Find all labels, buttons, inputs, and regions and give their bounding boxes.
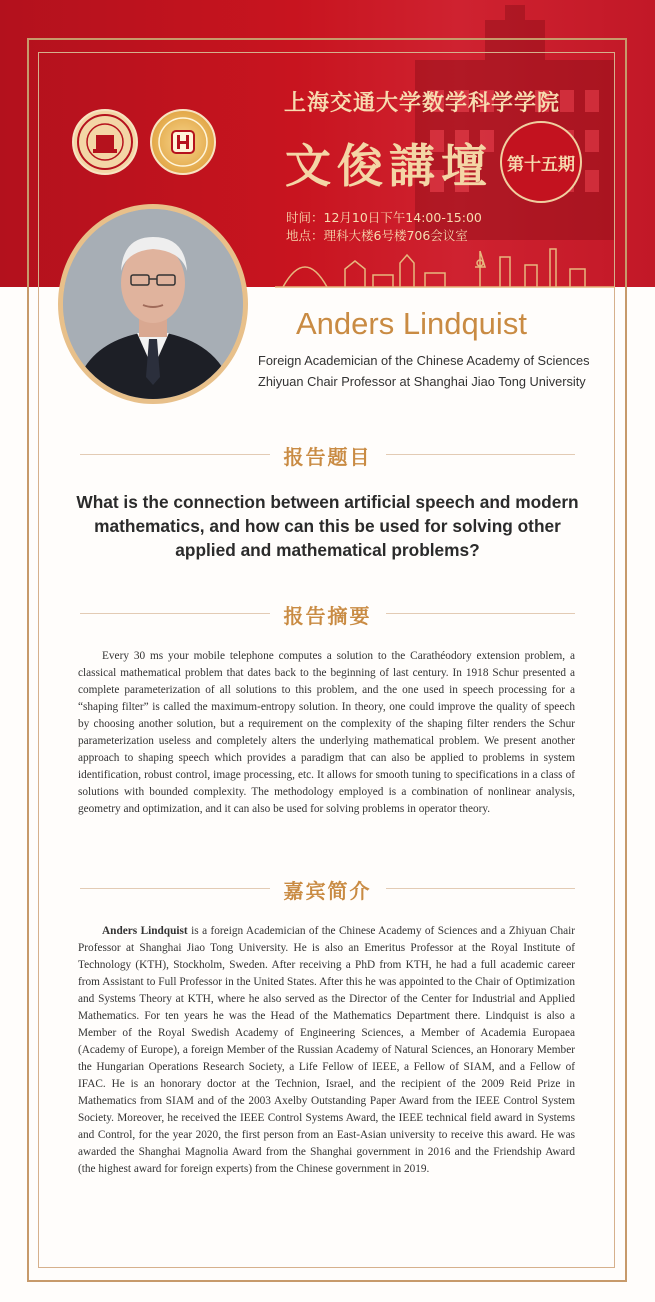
bio-text xyxy=(78,923,575,1178)
talk-title: What is the connection between artificial speech and modern mathematics, and how can this be used for solving other applied and mathematical problems? xyxy=(76,492,579,560)
speaker-name: Anders Lindquist xyxy=(296,306,527,341)
topic-heading-text: 报告题目 xyxy=(270,445,386,469)
issue-badge xyxy=(500,121,582,203)
event-place: 地点：理科大楼6号楼706会议室 xyxy=(286,228,468,243)
bio-heading xyxy=(0,875,655,904)
speaker-title-professor: Zhiyuan Chair Professor at Shanghai Jiao Tong University xyxy=(258,374,586,389)
bio-lead-name: Anders Lindquist xyxy=(102,925,188,937)
issue-label: 第十五期 xyxy=(507,154,575,175)
sjtu-seal-logo xyxy=(72,109,138,175)
abstract-heading xyxy=(0,600,655,629)
lecture-series-name: 文俊講壇 xyxy=(285,139,493,193)
event-time: 时间：12月10日下午14:00-15:00 xyxy=(286,210,482,225)
bio-body: is a foreign Academician of the Chinese Academy of Sciences and a Zhiyuan Chair Professor at Shanghai Jiao Tong University. He is also an Emeritus Professor at the Royal Institute of Technology (KTH), Stockholm, Sweden. After receiving a PhD from KTH, he had a full academic career from Assistant to Full Professor in the United States. After this he was appointed to the Chair of Optimization and Systems Theory at KTH, where he also served as the Director of the Center for Industrial and Applied Mathematics. For ten years he was the Head of the Mathematics Department there. Lindquist is also a Member of the Royal Swedish Academy of Engineering Sciences, a Member of Academia Europaea (Academy of Europe), a foreign Member of the Russian Academy of Natural Sciences, an Honorary Member the Hungarian Operations Research Society, a Life Fellow of IEEE, a Fellow of SIAM, and a Fellow of IFAC. He is an honorary doctor at the Technion, Israel, and the recipient of the 2009 Reid Prize in Mathematics from SIAM and of the 2003 Axelby Outstanding Paper Award from the IEEE Control System Society. Moreover, he received the IEEE Control Systems Award, the IEEE technical field award in Systems and Control, for the year 2020, the first person from an East-Asian university to receive this award. He was awarded the Shanghai Magnolia Award from the Shanghai government in 2016 and the Friendship Award (the highest award for foreign experts) from the Chinese government in 2019. xyxy=(78,925,576,1175)
bio-heading-text: 嘉宾简介 xyxy=(270,879,386,903)
shanghai-skyline-decoration xyxy=(275,245,615,289)
abstract-text: Every 30 ms your mobile telephone computes a solution to the Carathéodory extension problem, a classical mathematical problem that dates back to the beginning of last century. In 1918 Schur presented a complete parameterization of all solutions to this problem, and the one used in speech processing for a “shaping filter” is called the maximum-entropy solution. In theory, one could improve the quality of speech by choosing another solution, but a requirement on the complexity of the shaping filter renders the Schur parameterization useless and completely alters the underlying mathematical problem. We present another approach to shaping speech which provides a paradigm that can also be applied to problems in system identification, robust control, image processing, etc. It allows for smooth tuning to specifications in a class of solutions with bounded complexity. The methodology employed is a combination of nonlinear analysis, geometry and optimization, and it can also be used for solving problems in operator theory. xyxy=(78,650,575,815)
school-name: 上海交通大学数学科学学院 xyxy=(284,91,561,116)
abstract-heading-text: 报告摘要 xyxy=(270,604,386,628)
topic-heading xyxy=(0,441,655,470)
speaker-portrait xyxy=(58,204,248,404)
speaker-title-academician: Foreign Academician of the Chinese Academy of Sciences xyxy=(258,353,590,368)
math-school-logo xyxy=(150,109,216,175)
